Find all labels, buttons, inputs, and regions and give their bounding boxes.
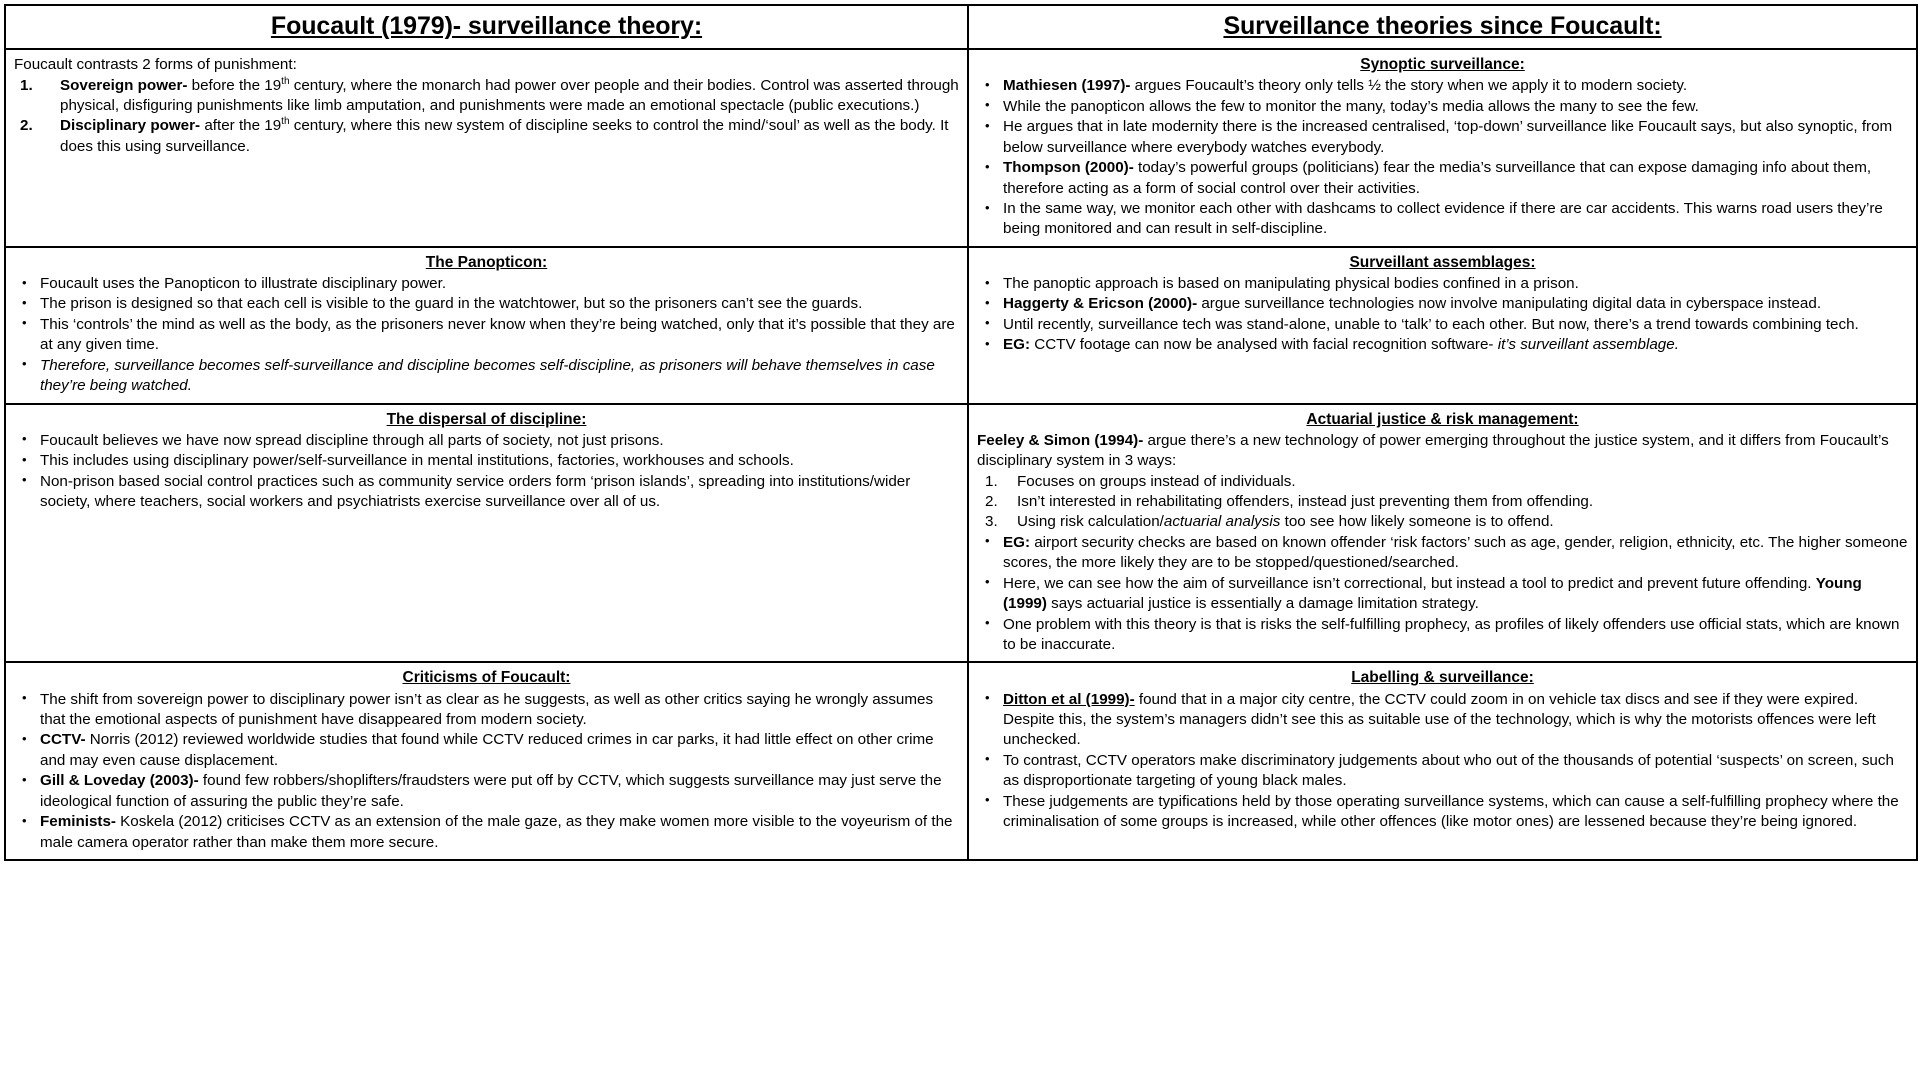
bullet-text: Norris (2012) reviewed worldwide studies that found while CCTV reduced crimes in car parks, it had little effect on other crime and may even cause displacement. xyxy=(40,731,934,769)
term-label: Young (1999) xyxy=(1003,574,1862,613)
section-heading: The dispersal of discipline: xyxy=(386,410,587,428)
section-heading: The Panopticon: xyxy=(425,253,548,271)
term-label: Feeley & Simon (1994)- xyxy=(977,431,1144,449)
term-label: Feminists- xyxy=(40,813,116,831)
numbered-text: Using risk calculation/ xyxy=(1017,513,1164,531)
table-row xyxy=(5,662,1917,860)
bullet-text: CCTV footage can now be analysed with facial recognition software- xyxy=(1030,336,1498,354)
panopticon-bullet-list xyxy=(14,274,959,397)
list-item xyxy=(977,335,1908,355)
bullet-text: In the same way, we monitor each other with dashcams to collect evidence if there are car accidents. This warns road users they’re being monitored and can result in self-discipline. xyxy=(1003,200,1883,238)
term-label: Mathiesen (1997)- xyxy=(1003,77,1131,95)
cell-dispersal-of-discipline xyxy=(5,404,968,663)
term-text-post: century, where this new system of discipline seeks to control the mind/‘soul’ as well as the body. It does this using surveillance. xyxy=(60,117,949,155)
bullet-text: Until recently, surveillance tech was stand-alone, unable to ‘talk’ to each other. But now, there’s a trend towards combining tech. xyxy=(1003,315,1859,333)
section-heading: Labelling & surveillance: xyxy=(1351,669,1534,687)
term-label: Thompson (2000)- xyxy=(1003,159,1134,177)
table-row xyxy=(5,49,1917,247)
list-item xyxy=(977,792,1908,833)
list-item xyxy=(977,615,1908,656)
list-item xyxy=(14,690,959,731)
bullet-text-post: says actuarial justice is essentially a damage limitation strategy. xyxy=(1046,595,1479,613)
list-item xyxy=(977,690,1908,751)
section-heading: Surveillant assemblages: xyxy=(1349,253,1536,271)
list-item: Isn’t interested in rehabilitating offenders, instead just preventing them from offending. xyxy=(1017,492,1594,510)
bullet-text: He argues that in late modernity there is the increased centralised, ‘top-down’ surveillance like Foucault says, but also synoptic, from below surveillance where everybody watches everybody. xyxy=(1003,118,1893,156)
list-item xyxy=(977,533,1908,574)
table-row xyxy=(5,247,1917,404)
list-item xyxy=(14,116,959,157)
intro-line: Foucault contrasts 2 forms of punishment: xyxy=(14,56,297,74)
bullet-text: These judgements are typifications held by those operating surveillance systems, which can cause a self-fulfilling prophecy where the criminalisation of some groups is increased, while other offences (like motor ones) are lessened because they’re being ignored. xyxy=(1003,792,1899,831)
bullet-text-pre: Here, we can see how the aim of surveillance isn’t correctional, but instead a tool to predict and prevent future offending. xyxy=(1003,574,1816,592)
list-item xyxy=(977,199,1908,240)
list-item: Focuses on groups instead of individuals. xyxy=(1017,472,1296,490)
bullet-text: found few robbers/shoplifters/fraudsters were put off by CCTV, which suggests surveillance may just serve the ideological function of assuring the public they’re safe. xyxy=(40,772,942,810)
bullet-text: The panoptic approach is based on manipulating physical bodies confined in a prison. xyxy=(1003,275,1579,293)
list-item xyxy=(14,730,959,771)
cell-labelling-surveillance xyxy=(968,662,1917,860)
table-header-row xyxy=(5,5,1917,49)
list-item: • This includes using disciplinary power/self-surveillance in mental institutions, factories, workhouses and schools. xyxy=(14,451,959,471)
list-item: • Non-prison based social control practices such as community service orders form ‘prison islands’, spreading into institutions/wider society, where teachers, social workers and psychiatrists exercise surveillance over all of us. xyxy=(14,472,959,513)
header-cell-right xyxy=(968,5,1917,49)
term-text-post: century, where the monarch had power over people and their bodies. Control was asserted through physical, disfiguring punishments like limb amputation, and punishments were made an emotional spectacle (public executions.) xyxy=(60,76,959,115)
list-item xyxy=(977,294,1908,314)
page-title-left: Foucault (1979)- surveillance theory: xyxy=(270,12,703,40)
term-label: EG: xyxy=(1003,336,1031,354)
actuarial-bullet-list xyxy=(977,533,1908,656)
bullet-text: Koskela (2012) criticises CCTV as an extension of the male gaze, as they make women more visible to the voyeurism of the male camera operator rather than make them more secure. xyxy=(40,813,953,851)
cell-panopticon xyxy=(5,247,968,404)
cell-synoptic-surveillance xyxy=(968,49,1917,247)
list-item: • This ‘controls’ the mind as well as the body, as the prisoners never know when they’re being watched, only that it’s possible that they are at any given time. xyxy=(14,315,959,356)
term-text-pre: before the 19 xyxy=(187,76,282,94)
bullet-text: argue surveillance technologies now involve manipulating digital data in cyberspace instead. xyxy=(1197,295,1822,313)
list-item xyxy=(977,158,1908,199)
bullet-text-italic: Therefore, surveillance becomes self-surveillance and discipline becomes self-discipline, as prisoners will behave themselves in case they’re being watched. xyxy=(40,356,935,395)
term-text-pre: after the 19 xyxy=(200,117,282,135)
page-title-right: Surveillance theories since Foucault: xyxy=(1223,12,1662,40)
actuarial-numbered-list xyxy=(977,472,1908,533)
term-label: CCTV- xyxy=(40,731,86,749)
criticisms-bullet-list xyxy=(14,690,959,854)
cell-surveillant-assemblages xyxy=(968,247,1917,404)
cell-actuarial-justice xyxy=(968,404,1917,663)
bullet-text: argues Foucault’s theory only tells ½ the story when we apply it to modern society. xyxy=(1130,77,1688,95)
bullet-text-italic: it’s surveillant assemblage. xyxy=(1497,336,1679,354)
bullet-text: today’s powerful groups (politicians) fear the media’s surveillance that can expose damaging info about them, therefore acting as a form of social control over their activities. xyxy=(1003,159,1872,197)
term-label: Haggerty & Ericson (2000)- xyxy=(1003,295,1198,313)
surveillance-theory-table xyxy=(4,4,1918,861)
table-row xyxy=(5,404,1917,663)
list-item: • Foucault believes we have now spread discipline through all parts of society, not just prisons. xyxy=(14,431,959,451)
section-heading: Criticisms of Foucault: xyxy=(402,669,571,687)
bullet-text: One problem with this theory is that is risks the self-fulfilling prophecy, as profiles of likely offenders use official stats, which are known to be inaccurate. xyxy=(1003,615,1900,654)
ordinal-suffix: th xyxy=(281,75,290,87)
term-label: Ditton et al (1999)- xyxy=(1003,690,1135,708)
term-label: Sovereign power- xyxy=(60,76,188,94)
list-item xyxy=(977,76,1908,96)
cell-foucault-punishment xyxy=(5,49,968,247)
punishment-forms-list xyxy=(14,76,959,158)
header-cell-left xyxy=(5,5,968,49)
dispersal-bullet-list xyxy=(14,431,959,513)
list-item xyxy=(977,117,1908,158)
list-item: • The prison is designed so that each cell is visible to the guard in the watchtower, but so the prisoners can’t see the guards. xyxy=(14,294,959,314)
numbered-text-italic: actuarial analysis xyxy=(1163,513,1281,531)
term-label: Gill & Loveday (2003)- xyxy=(40,772,199,790)
list-item xyxy=(977,512,1908,532)
list-item xyxy=(977,315,1908,335)
synoptic-bullet-list xyxy=(977,76,1908,240)
term-label: Disciplinary power- xyxy=(60,117,201,135)
labelling-bullet-list xyxy=(977,690,1908,833)
bullet-text: The shift from sovereign power to disciplinary power isn’t as clear as he suggests, as well as other critics saying he wrongly assumes that the emotional aspects of punishment have disappeared from modern society. xyxy=(40,690,934,729)
list-item xyxy=(977,574,1908,615)
bullet-text: airport security checks are based on known offender ‘risk factors’ such as age, gender, religion, ethnicity, etc. The higher someone scores, the more likely they are to be stopped/questioned/searched. xyxy=(1003,533,1908,572)
list-item xyxy=(14,771,959,812)
cell-criticisms-of-foucault xyxy=(5,662,968,860)
term-label: EG: xyxy=(1003,533,1031,551)
list-item xyxy=(14,356,959,397)
bullet-text: While the panopticon allows the few to monitor the many, today’s media allows the many to see the few. xyxy=(1003,97,1699,115)
list-item: • Foucault uses the Panopticon to illustrate disciplinary power. xyxy=(14,274,959,294)
section-heading: Synoptic surveillance: xyxy=(1360,56,1525,74)
section-heading: Actuarial justice & risk management: xyxy=(1306,410,1579,428)
list-item xyxy=(14,76,959,117)
bullet-text: found that in a major city centre, the CCTV could zoom in on vehicle tax discs and see if they were expired. Despite this, the system’s managers didn’t see this as suitable use of the technology, which is why the motorists offences were left unchecked. xyxy=(1003,690,1876,749)
list-item xyxy=(977,97,1908,117)
list-item xyxy=(14,812,959,853)
list-item xyxy=(977,751,1908,792)
bullet-text: To contrast, CCTV operators make discriminatory judgements about who out of the thousands of potential ‘suspects’ on screen, such as disproportionate targeting of young black males. xyxy=(1003,751,1894,790)
list-item xyxy=(977,274,1908,294)
actuarial-lead-paragraph xyxy=(977,431,1908,472)
lead-text: argue there’s a new technology of power emerging throughout the justice system, and it differs from Foucault’s disciplinary system in 3 ways: xyxy=(977,431,1889,470)
assemblages-bullet-list xyxy=(977,274,1908,356)
ordinal-suffix: th xyxy=(281,116,290,128)
numbered-text-tail: too see how likely someone is to offend. xyxy=(1280,513,1554,531)
